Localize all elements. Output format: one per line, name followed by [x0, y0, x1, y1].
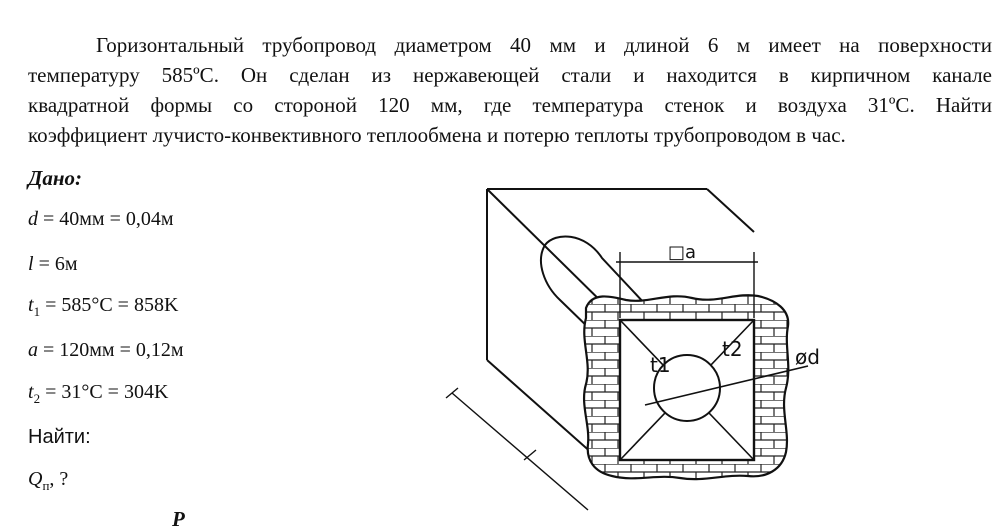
var-subscript: 1: [33, 304, 41, 319]
var-name: l: [28, 253, 34, 275]
var-name: t: [28, 381, 34, 403]
word: 40: [510, 33, 532, 57]
var-value: , ?: [49, 468, 69, 490]
word: нержавеющей: [412, 63, 540, 87]
word: диаметром: [394, 33, 492, 57]
var-value: = 6м: [33, 253, 78, 275]
word: имеет: [768, 33, 821, 57]
word: формы: [150, 93, 213, 117]
word: м: [736, 33, 751, 57]
word: Горизонтальный: [96, 33, 245, 57]
var-value: = 31°C = 304K: [40, 381, 169, 403]
find-heading: Найти:: [28, 426, 91, 448]
word: мм: [549, 33, 577, 57]
t1-label: t1: [650, 353, 671, 377]
var-name: d: [28, 208, 38, 230]
word: где: [483, 93, 512, 117]
problem-line-4: коэффициент лучисто-конвективного теплообмена и потерю теплоты трубопроводом в час.: [28, 123, 846, 147]
word: трубопровод: [262, 33, 377, 57]
var-name: t: [28, 294, 34, 316]
word: квадратной: [28, 93, 130, 117]
word: воздуха: [777, 93, 847, 117]
word: температуру: [28, 63, 140, 87]
word: в: [778, 63, 789, 87]
word: канале: [932, 63, 992, 87]
word: и: [633, 63, 645, 87]
partial-next-heading: Р: [172, 507, 185, 531]
word: сделан: [289, 63, 350, 87]
word: из: [371, 63, 392, 87]
var-subscript: п: [42, 478, 50, 493]
var-value: = 585°C = 858K: [40, 294, 179, 316]
word: мм,: [430, 93, 463, 117]
length-dimension: [446, 388, 588, 510]
word: температура: [532, 93, 644, 117]
channel-right-top: [707, 189, 754, 232]
word: на: [839, 33, 860, 57]
word: стороной: [274, 93, 357, 117]
word: и: [594, 33, 606, 57]
word: Найти: [935, 93, 992, 117]
word: и: [745, 93, 757, 117]
word: 31ºС.: [867, 93, 915, 117]
word: длиной: [624, 33, 690, 57]
word: 120: [378, 93, 410, 117]
word: поверхности: [878, 33, 992, 57]
word: со: [233, 93, 254, 117]
word: 585ºС.: [161, 63, 219, 87]
var-value: = 40мм = 0,04м: [38, 208, 174, 230]
word: кирпичном: [810, 63, 911, 87]
word: находится: [666, 63, 757, 87]
var-name: Q: [28, 468, 43, 490]
var-subscript: 2: [33, 391, 41, 406]
word: стенок: [664, 93, 725, 117]
t2-label: t2: [722, 337, 743, 361]
word: Он: [240, 63, 268, 87]
word: 6: [707, 33, 719, 57]
var-value: = 120мм = 0,12м: [38, 339, 184, 361]
var-name: a: [28, 339, 38, 361]
side-label: □a: [668, 242, 697, 263]
word: стали: [561, 63, 612, 87]
given-heading: Дано:: [28, 166, 82, 190]
diameter-label: ød: [795, 345, 820, 369]
